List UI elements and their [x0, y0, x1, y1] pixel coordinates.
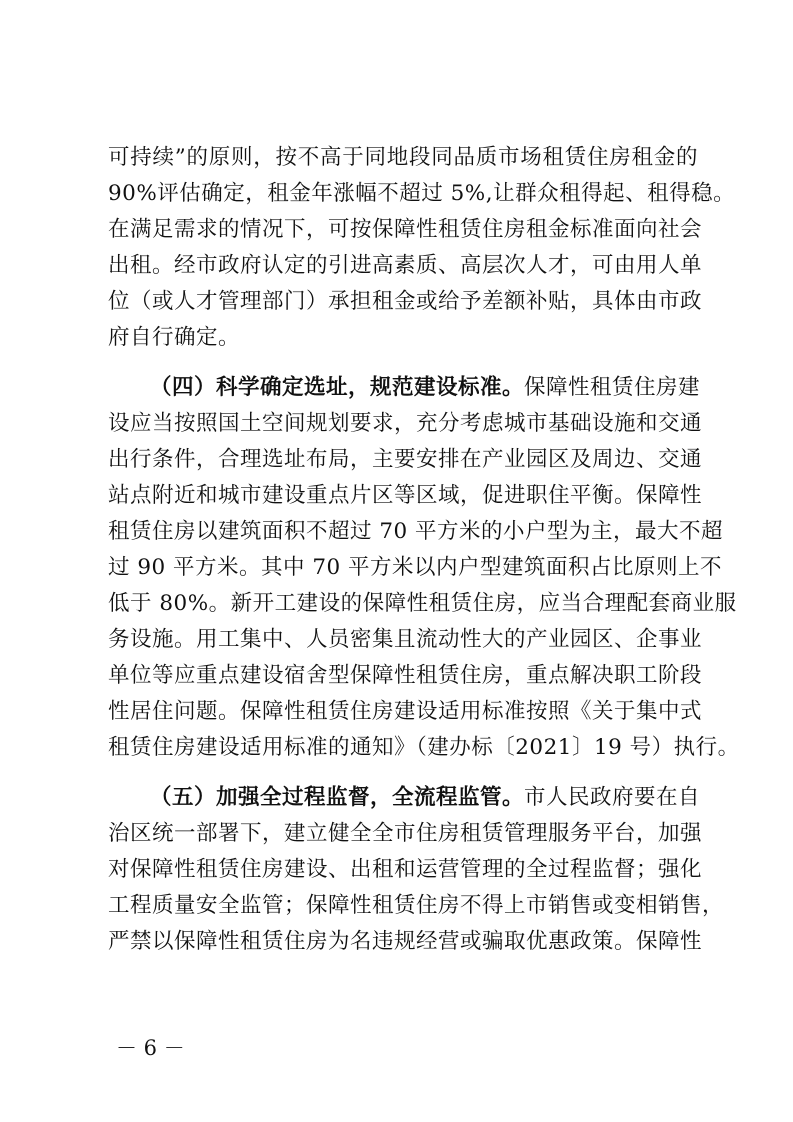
body-text-line: 单位等应重点建设宿舍型保障性租赁住房，重点解决职工阶段 [108, 663, 703, 688]
body-text-line: 过 90 平方米。其中 70 平方米以内户型建筑面积占比原则上不 [108, 555, 723, 580]
section-heading: （四）科学确定选址，规范建设标准。 [150, 375, 525, 400]
body-text-line: 工程质量安全监管；保障性租赁住房不得上市销售或变相销售， [108, 893, 725, 918]
body-text-line: 租赁住房建设适用标准的通知》（建办标〔2021〕19 号）执行。 [108, 735, 740, 760]
body-text-line: 设应当按照国土空间规划要求，充分考虑城市基础设施和交通 [108, 411, 703, 436]
body-text-line: 性居住问题。保障性租赁住房建设适用标准按照《关于集中式 [108, 699, 703, 724]
section-heading: （五）加强全过程监督，全流程监管。 [150, 785, 525, 810]
section-first-line [150, 780, 701, 816]
body-text-line: 府自行确定。 [108, 325, 241, 350]
body-text-line: 租赁住房以建筑面积不超过 70 平方米的小户型为主，最大不超 [108, 519, 724, 544]
body-text-line: 务设施。用工集中、人员密集且流动性大的产业园区、企事业 [108, 627, 703, 652]
body-text-line: 严禁以保障性租赁住房为名违规经营或骗取优惠政策。保障性 [108, 929, 703, 954]
body-text-line: 站点附近和城市建设重点片区等区域，促进职住平衡。保障性 [108, 483, 703, 508]
page-number: － 6 － [116, 1036, 185, 1060]
body-text-line: 位（或人才管理部门）承担租金或给予差额补贴，具体由市政 [108, 289, 703, 314]
body-text-line: 治区统一部署下，建立健全全市住房租赁管理服务平台，加强 [108, 821, 703, 846]
body-text-span: 保障性租赁住房建 [524, 375, 701, 400]
body-text-line: 可持续”的原则，按不高于同地段同品质市场租赁住房租金的 [108, 145, 698, 170]
body-text-line: 出行条件，合理选址布局，主要安排在产业园区及周边、交通 [108, 447, 703, 472]
body-text-line: 在满足需求的情况下，可按保障性租赁住房租金标准面向社会 [108, 217, 703, 242]
body-text-line: 低于 80%。新开工建设的保障性租赁住房，应当合理配套商业服 [108, 591, 737, 616]
body-text-line: 出租。经市政府认定的引进高素质、高层次人才，可由用人单 [108, 253, 703, 278]
body-text-line: 对保障性租赁住房建设、出租和运营管理的全过程监督；强化 [108, 857, 703, 882]
section-first-line [150, 370, 701, 406]
body-text-line: 90%评估确定，租金年涨幅不超过 5%,让群众租得起、租得稳。 [108, 181, 736, 206]
body-text-span: 市人民政府要在自 [524, 785, 701, 810]
